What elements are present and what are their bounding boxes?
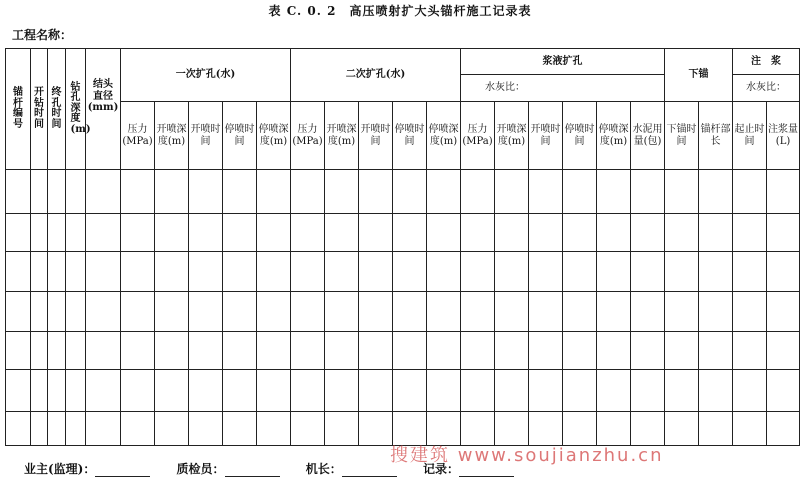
table-cell[interactable] [767,292,800,332]
table-cell[interactable] [48,170,66,214]
table-cell[interactable] [325,332,359,370]
table-cell[interactable] [291,332,325,370]
sub-cement: 水泥用量(包) [631,102,665,170]
table-cell[interactable] [31,214,48,252]
table-cell[interactable] [733,170,767,214]
table-cell[interactable] [86,214,121,252]
table-cell[interactable] [393,214,427,252]
table-cell[interactable] [733,214,767,252]
table-cell[interactable] [223,332,257,370]
table-cell[interactable] [393,332,427,370]
table-cell[interactable] [155,252,189,292]
table-cell[interactable] [461,252,495,292]
table-cell[interactable] [597,170,631,214]
table-cell[interactable] [733,412,767,446]
table-cell[interactable] [325,252,359,292]
table-cell[interactable] [631,332,665,370]
table-cell[interactable] [665,370,699,412]
table-cell[interactable] [767,332,800,370]
table-cell[interactable] [767,412,800,446]
table-cell[interactable] [66,252,86,292]
table-cell[interactable] [563,170,597,214]
table-cell[interactable] [461,292,495,332]
table-cell[interactable] [66,214,86,252]
table-cell[interactable] [66,292,86,332]
table-cell[interactable] [66,170,86,214]
table-cell[interactable] [325,170,359,214]
table-cell[interactable] [223,412,257,446]
table-cell[interactable] [529,332,563,370]
table-cell[interactable] [86,370,121,412]
table-cell[interactable] [155,214,189,252]
table-cell[interactable] [6,412,31,446]
sub-stop-depth: 停喷深度(m) [427,102,461,170]
table-cell[interactable] [665,170,699,214]
table-cell[interactable] [529,214,563,252]
table-cell[interactable] [325,292,359,332]
table-cell[interactable] [257,412,291,446]
table-cell[interactable] [529,252,563,292]
table-cell[interactable] [48,214,66,252]
table-row [6,370,800,412]
table-cell[interactable] [31,370,48,412]
table-cell[interactable] [48,370,66,412]
table-cell[interactable] [461,214,495,252]
table-row [6,252,800,292]
sub-lower-time: 下锚时间 [665,102,699,170]
table-cell[interactable] [393,370,427,412]
table-cell[interactable] [189,370,223,412]
table-cell[interactable] [359,370,393,412]
table-cell[interactable] [257,370,291,412]
table-cell[interactable] [563,370,597,412]
operator-blank[interactable] [342,466,397,477]
table-cell[interactable] [86,292,121,332]
table-cell[interactable] [31,332,48,370]
table-cell[interactable] [189,292,223,332]
sub-spray-stop: 停喷时间 [393,102,427,170]
col-hole-depth: 钻孔深度(m) [66,49,86,170]
operator-label: 机长： [305,462,342,476]
table-cell[interactable] [189,170,223,214]
table-cell[interactable] [291,370,325,412]
table-cell[interactable] [767,170,800,214]
table-cell[interactable] [31,170,48,214]
table-cell[interactable] [393,170,427,214]
table-cell[interactable] [529,370,563,412]
table-cell[interactable] [359,332,393,370]
table-cell[interactable] [665,412,699,446]
sub-pressure: 压力(MPa) [291,102,325,170]
table-cell[interactable] [223,292,257,332]
table-cell[interactable] [86,170,121,214]
table-cell[interactable] [86,412,121,446]
table-cell[interactable] [699,412,733,446]
table-cell[interactable] [189,214,223,252]
group-second-ream: 二次扩孔(水) [291,49,461,102]
table-cell[interactable] [291,292,325,332]
grout-wc-ratio: 水灰比： [461,75,665,102]
table-cell[interactable] [121,292,155,332]
table-cell[interactable] [699,370,733,412]
watermark: 搜建筑 www.soujianzhu.cn [390,445,664,466]
table-cell[interactable] [359,292,393,332]
table-cell[interactable] [631,292,665,332]
table-cell[interactable] [767,370,800,412]
table-cell[interactable] [257,332,291,370]
table-cell[interactable] [427,214,461,252]
table-cell[interactable] [631,170,665,214]
sub-spray-depth: 开喷深度(m) [155,102,189,170]
sub-start-stop-time: 起止时间 [733,102,767,170]
table-cell[interactable] [48,332,66,370]
table-cell[interactable] [6,292,31,332]
table-cell[interactable] [257,214,291,252]
table-cell[interactable] [359,252,393,292]
group-grout-ream: 浆液扩孔 [461,49,665,75]
table-cell[interactable] [48,292,66,332]
table-cell[interactable] [665,252,699,292]
table-row [6,170,800,214]
table-cell[interactable] [427,252,461,292]
sub-spray-stop: 停喷时间 [563,102,597,170]
sub-pressure: 压力(MPa) [461,102,495,170]
table-cell[interactable] [597,214,631,252]
owner-blank[interactable] [95,466,150,477]
table-cell[interactable] [223,370,257,412]
table-cell[interactable] [461,332,495,370]
table-cell[interactable] [597,292,631,332]
sub-grout-volume: 注浆量(L) [767,102,800,170]
table-cell[interactable] [495,252,529,292]
table-cell[interactable] [223,252,257,292]
table-cell[interactable] [393,292,427,332]
table-cell[interactable] [31,252,48,292]
table-cell[interactable] [597,332,631,370]
table-cell[interactable] [393,252,427,292]
table-cell[interactable] [325,214,359,252]
table-cell[interactable] [427,292,461,332]
table-cell[interactable] [121,412,155,446]
table-cell[interactable] [6,370,31,412]
table-cell[interactable] [699,214,733,252]
table-cell[interactable] [66,370,86,412]
project-name-label: 工程名称： [12,28,73,42]
table-cell[interactable] [665,332,699,370]
table-cell[interactable] [699,292,733,332]
table-cell[interactable] [665,214,699,252]
table-cell[interactable] [189,252,223,292]
table-cell[interactable] [699,252,733,292]
table-row [6,292,800,332]
table-cell[interactable] [359,170,393,214]
col-head-diameter: 结头 直径 (mm) [86,49,121,170]
table-cell[interactable] [563,214,597,252]
col-anchor-no: 锚杆编号 [6,49,31,170]
table-cell[interactable] [291,170,325,214]
inspector-blank[interactable] [225,466,280,477]
table-cell[interactable] [86,332,121,370]
table-cell[interactable] [257,170,291,214]
table-cell[interactable] [155,332,189,370]
sub-stop-depth: 停喷深度(m) [257,102,291,170]
table-cell[interactable] [325,370,359,412]
table-cell[interactable] [767,214,800,252]
group-first-ream: 一次扩孔(水) [121,49,291,102]
table-cell[interactable] [733,252,767,292]
table-cell[interactable] [155,412,189,446]
table-cell[interactable] [631,370,665,412]
table-cell[interactable] [121,252,155,292]
table-cell[interactable] [495,214,529,252]
table-cell[interactable] [495,332,529,370]
table-cell[interactable] [529,292,563,332]
group-grouting: 注 浆 [733,49,800,75]
table-cell[interactable] [563,332,597,370]
sub-spray-depth: 开喷深度(m) [325,102,359,170]
table-cell[interactable] [359,412,393,446]
table-cell[interactable] [597,252,631,292]
table-cell[interactable] [665,292,699,332]
table-cell[interactable] [325,412,359,446]
table-cell[interactable] [155,292,189,332]
table-cell[interactable] [733,292,767,332]
table-cell[interactable] [155,170,189,214]
table-row [6,214,800,252]
table-cell[interactable] [223,214,257,252]
sub-spray-stop: 停喷时间 [223,102,257,170]
table-cell[interactable] [733,332,767,370]
table-cell[interactable] [495,292,529,332]
table-cell[interactable] [733,370,767,412]
sub-spray-depth: 开喷深度(m) [495,102,529,170]
table-cell[interactable] [699,170,733,214]
col-drill-start: 开钻时间 [31,49,48,170]
group-lower-anchor: 下锚 [665,49,733,102]
table-cell[interactable] [31,292,48,332]
table-cell[interactable] [767,252,800,292]
owner-label: 业主(监理)： [24,462,96,476]
table-cell[interactable] [291,252,325,292]
table-cell[interactable] [495,170,529,214]
recorder-label: 记录： [422,462,459,476]
table-cell[interactable] [155,370,189,412]
grouting-wc-ratio: 水灰比： [733,75,800,102]
col-drill-end: 终孔时间 [48,49,66,170]
table-cell[interactable] [189,332,223,370]
table-cell[interactable] [121,370,155,412]
table-cell[interactable] [223,170,257,214]
table-title: 表 C. 0. 2 高压喷射扩大头锚杆施工记录表 [268,4,532,18]
table-cell[interactable] [66,332,86,370]
table-cell[interactable] [31,412,48,446]
table-cell[interactable] [121,332,155,370]
construction-record-table [5,48,800,446]
table-cell[interactable] [427,170,461,214]
table-cell[interactable] [359,214,393,252]
sub-spray-start: 开喷时间 [359,102,393,170]
table-cell[interactable] [48,252,66,292]
table-cell[interactable] [6,252,31,292]
table-cell[interactable] [66,412,86,446]
table-cell[interactable] [597,370,631,412]
table-cell[interactable] [121,214,155,252]
table-cell[interactable] [257,252,291,292]
sub-spray-start: 开喷时间 [529,102,563,170]
table-cell[interactable] [563,292,597,332]
table-cell[interactable] [86,252,121,292]
table-cell[interactable] [529,170,563,214]
sub-anchor-part: 锚杆部长 [699,102,733,170]
table-cell[interactable] [631,214,665,252]
table-cell[interactable] [495,370,529,412]
table-cell[interactable] [6,214,31,252]
table-cell[interactable] [461,370,495,412]
sub-stop-depth: 停喷深度(m) [597,102,631,170]
table-cell[interactable] [291,412,325,446]
table-cell[interactable] [427,332,461,370]
table-cell[interactable] [6,170,31,214]
table-cell[interactable] [121,170,155,214]
inspector-label: 质检员： [176,462,225,476]
sub-pressure: 压力(MPa) [121,102,155,170]
table-cell[interactable] [631,252,665,292]
table-cell[interactable] [427,370,461,412]
table-cell[interactable] [563,252,597,292]
table-cell[interactable] [6,332,31,370]
table-cell[interactable] [291,214,325,252]
table-row [6,332,800,370]
recorder-blank[interactable] [459,466,514,477]
table-cell[interactable] [48,412,66,446]
table-cell[interactable] [189,412,223,446]
sub-spray-start: 开喷时间 [189,102,223,170]
table-cell[interactable] [699,332,733,370]
table-cell[interactable] [257,292,291,332]
table-cell[interactable] [461,170,495,214]
